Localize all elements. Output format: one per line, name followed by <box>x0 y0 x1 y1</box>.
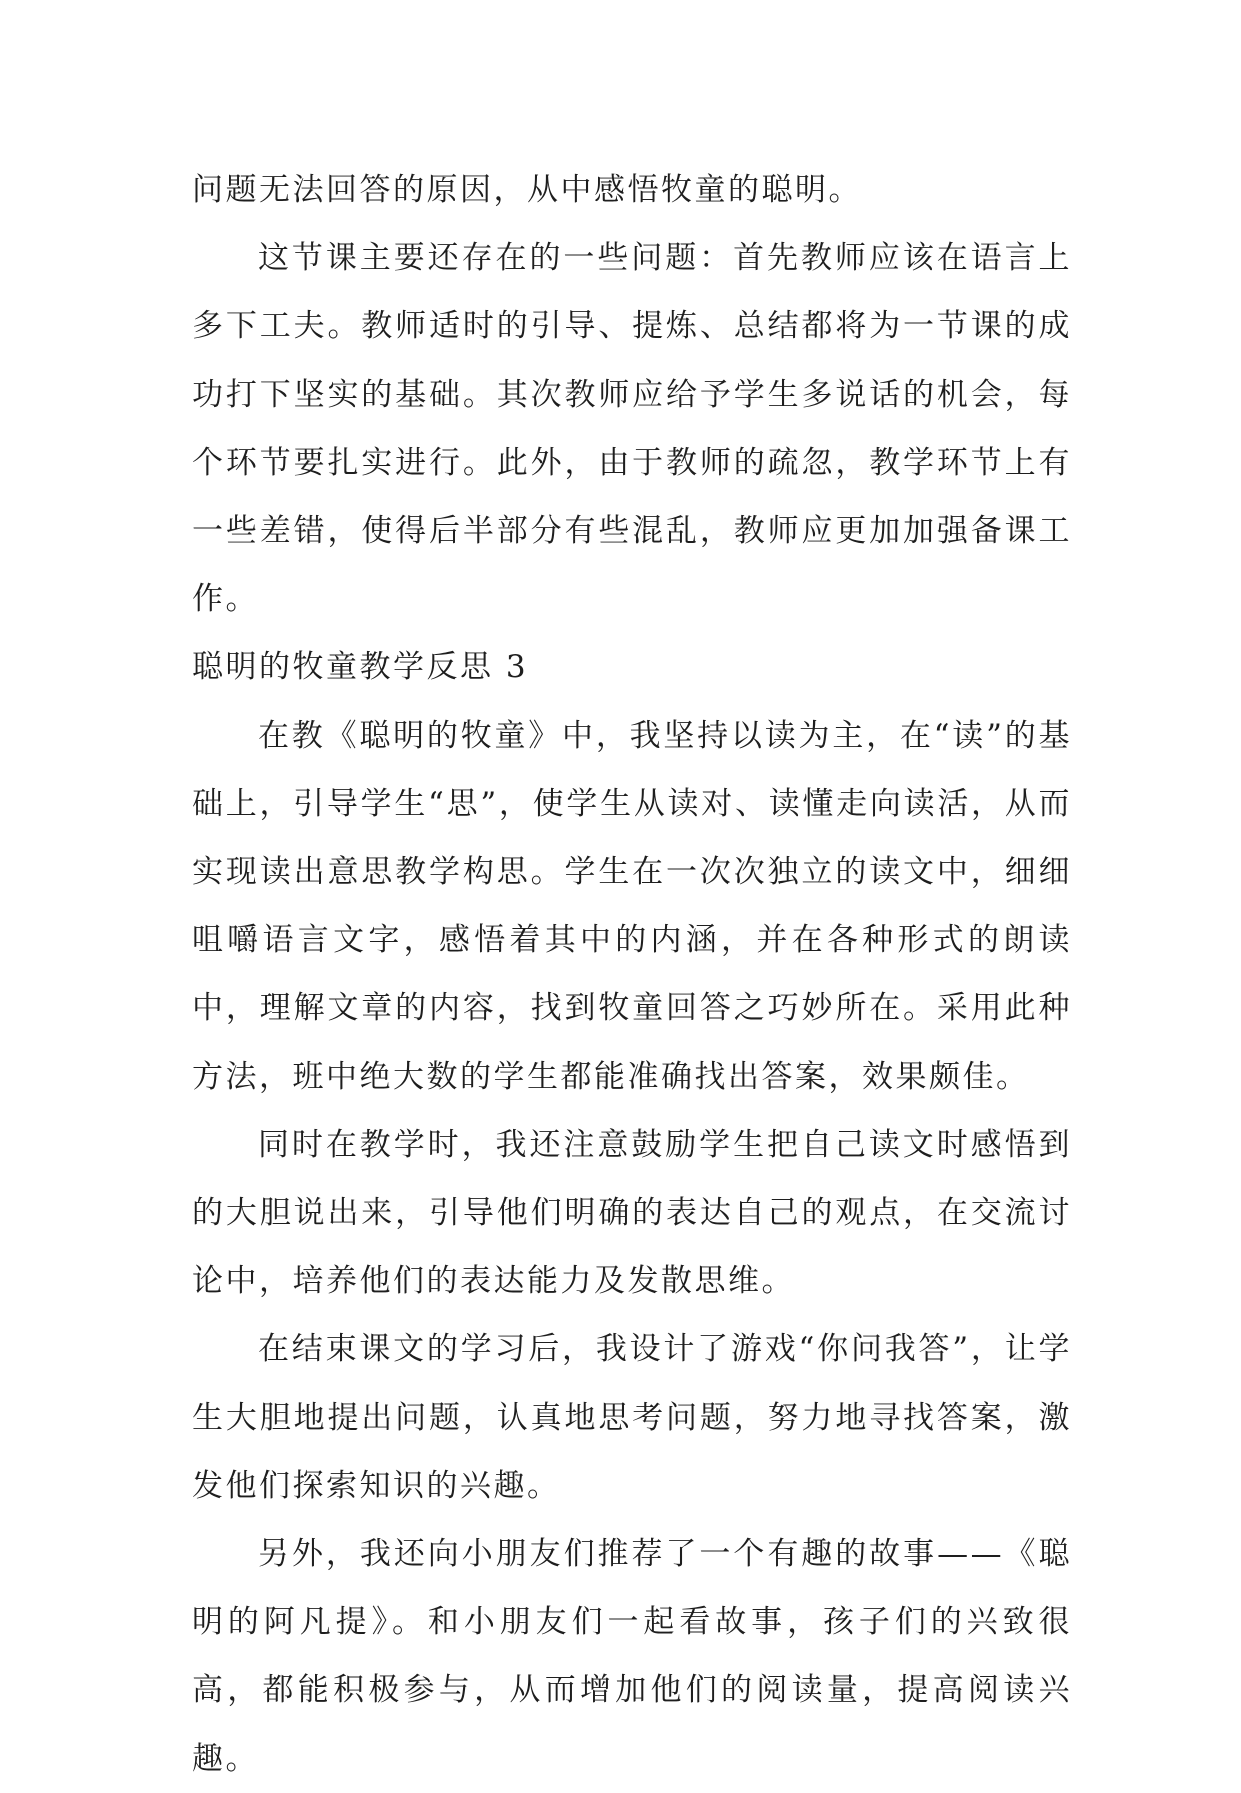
paragraph-continued: 问题无法回答的原因，从中感悟牧童的聪明。 <box>192 172 862 208</box>
document-body <box>192 156 1072 1793</box>
section-heading: 聪明的牧童教学反思 3 <box>192 649 529 686</box>
paragraph-encourage-students: 同时在教学时，我还注意鼓励学生把自己读文时感悟到的大胆说出来，引导他们明确的表达自己的观点，在交流讨论中，培养他们的表达能力及发散思维。 <box>192 1126 1072 1300</box>
paragraph-reading-focus: 在教《聪明的牧童》中，我坚持以读为主，在“读”的基础上，引导学生“思”，使学生从读对、读懂走向读活，从而实现读出意思教学构思。学生在一次次独立的读文中，细细咀嚼语言文字，感悟着其中的内涵，并在各种形式的朗读中，理解文章的内容，找到牧童回答之巧妙所在。采用此种方法，班中绝大数的学生都能准确找出答案，效果颇佳。 <box>192 717 1072 1095</box>
paragraph-lesson-issues: 这节课主要还存在的一些问题：首先教师应该在语言上多下工夫。教师适时的引导、提炼、总结都将为一节课的成功打下坚实的基础。其次教师应给予学生多说话的机会，每个环节要扎实进行。此外，由于教师的疏忽，教学环节上有一些差错，使得后半部分有些混乱，教师应更加加强备课工作。 <box>192 240 1072 618</box>
paragraph-story-recommendation: 另外，我还向小朋友们推荐了一个有趣的故事——《聪明的阿凡提》。和小朋友们一起看故事，孩子们的兴致很高，都能积极参与，从而增加他们的阅读量，提高阅读兴趣。 <box>192 1536 1072 1777</box>
paragraph-game-activity: 在结束课文的学习后，我设计了游戏“你问我答”，让学生大胆地提出问题，认真地思考问题，努力地寻找答案，激发他们探索知识的兴趣。 <box>192 1331 1072 1504</box>
